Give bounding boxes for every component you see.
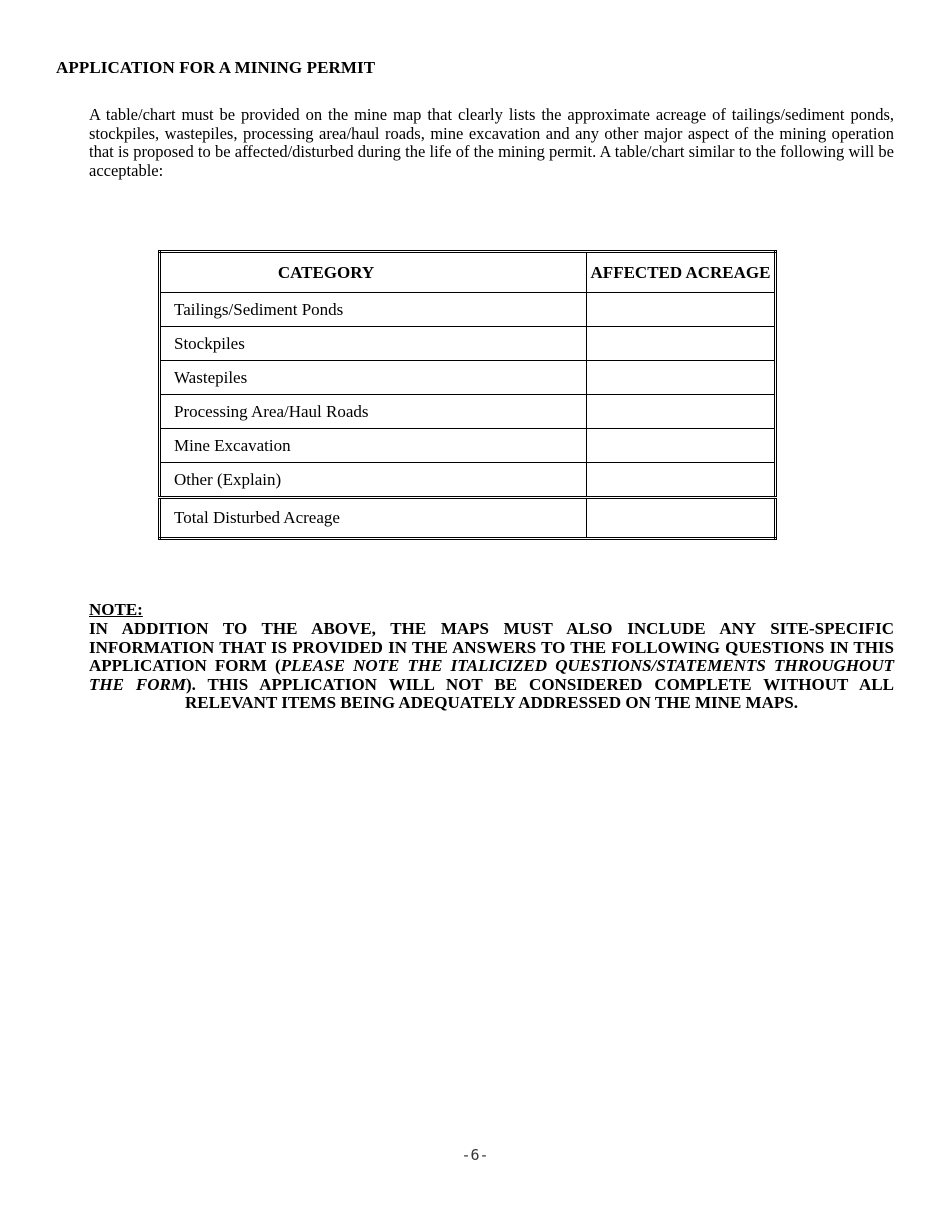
category-cell: Stockpiles <box>160 327 587 361</box>
category-cell: Processing Area/Haul Roads <box>160 395 587 429</box>
total-acreage-cell <box>587 498 776 539</box>
note-text <box>89 620 894 713</box>
table-row <box>160 327 776 361</box>
category-cell: Mine Excavation <box>160 429 587 463</box>
category-header: CATEGORY <box>160 252 587 293</box>
note-text-after: ). THIS APPLICATION WILL NOT BE CONSIDERED COMPLETE WITHOUT ALL RELEVANT ITEMS BEING ADEQUATELY ADDRESSED ON THE MINE MAPS. <box>185 674 894 712</box>
acreage-cell <box>587 395 776 429</box>
page-number: -6- <box>461 1146 489 1164</box>
category-cell: Wastepiles <box>160 361 587 395</box>
acreage-cell <box>587 293 776 327</box>
acreage-cell <box>587 361 776 395</box>
note-text-italic: PLEASE NOTE THE ITALICIZED QUESTIONS/STATEMENTS THROUGHOUT THE FORM <box>89 656 894 694</box>
acreage-cell <box>587 463 776 498</box>
note-label: NOTE: <box>89 600 143 619</box>
intro-paragraph <box>89 106 894 180</box>
table-row <box>160 293 776 327</box>
intro-text: A table/chart must be provided on the mine map that clearly lists the approximate acreage of tailings/sediment ponds, stockpiles, wastepiles, processing area/haul roads, mine excavation and any other major aspect of the mining operation that is proposed to be affected/disturbed during the life of the mining permit. A table/chart similar to the following will be acceptable: <box>89 105 894 180</box>
note-body <box>89 620 894 713</box>
table-row <box>160 395 776 429</box>
acreage-cell <box>587 327 776 361</box>
document-title: APPLICATION FOR A MINING PERMIT <box>56 58 376 77</box>
table-row <box>160 463 776 498</box>
acreage-cell <box>587 429 776 463</box>
note-text-before: IN ADDITION TO THE ABOVE, THE MAPS MUST ALSO INCLUDE ANY SITE-SPECIFIC INFORMATION THAT IS PROVIDED IN THE ANSWERS TO THE FOLLOWING QUESTIONS IN THIS APPLICATION FORM ( <box>89 619 894 675</box>
table-row <box>160 429 776 463</box>
table-row <box>160 361 776 395</box>
table-header-row <box>160 252 776 293</box>
affected-acreage-header: AFFECTED ACREAGE <box>587 252 776 293</box>
category-cell: Tailings/Sediment Ponds <box>160 293 587 327</box>
total-label-cell: Total Disturbed Acreage <box>160 498 587 539</box>
category-cell: Other (Explain) <box>160 463 587 498</box>
acreage-table <box>158 250 777 540</box>
total-row <box>160 498 776 539</box>
